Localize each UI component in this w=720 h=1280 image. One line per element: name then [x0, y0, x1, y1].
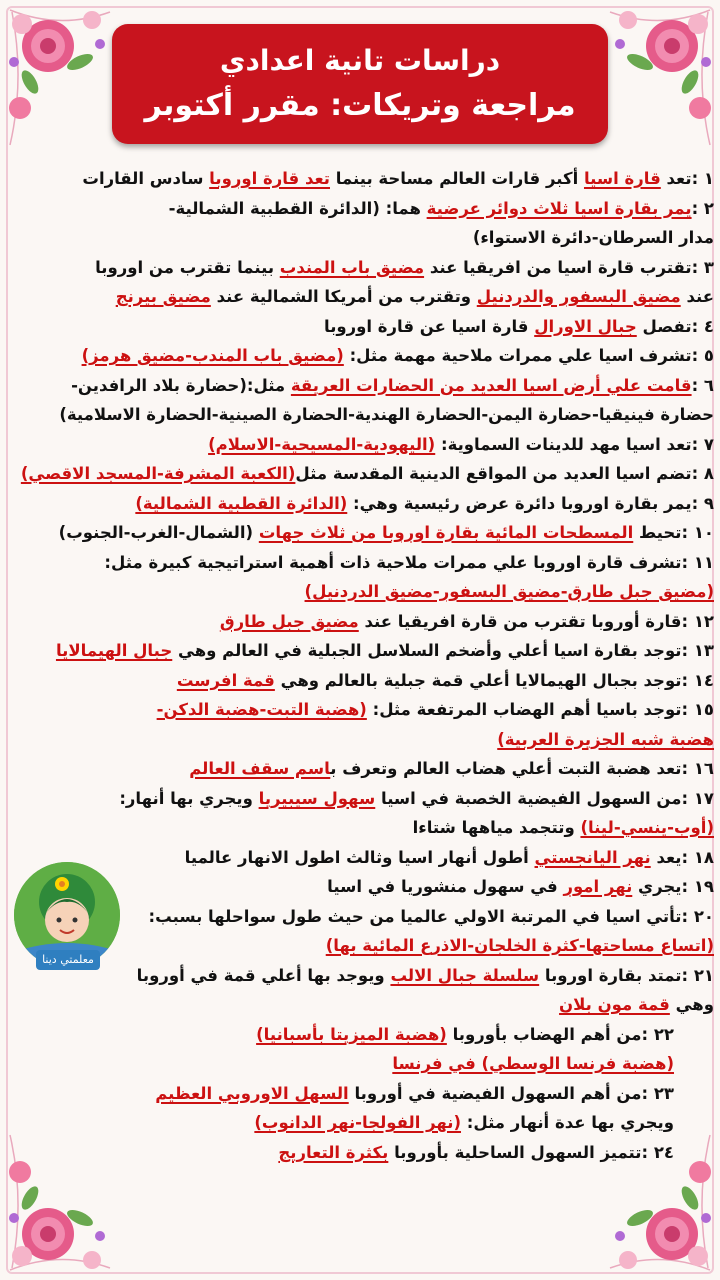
review-line: [6, 754, 714, 784]
highlighted-term: جبال الاورال: [534, 316, 637, 336]
page-subtitle: مراجعة وتريكات: مقرر أكتوبر: [144, 88, 576, 123]
review-line: [6, 164, 714, 194]
highlighted-term: مضيق بيرنج: [115, 287, 211, 306]
line-text: ١٩ :يجري: [632, 877, 714, 896]
review-line: [6, 430, 714, 460]
line-text: سادس القارات: [82, 169, 210, 188]
review-line: [6, 607, 714, 637]
line-text: أطول أنهار اسيا وثالث اطول الانهار عالميا: [184, 847, 535, 867]
line-text: ٢ :: [691, 198, 714, 218]
highlighted-term: يمر بقارة اسيا ثلاث دوائر عرضية: [426, 198, 692, 218]
highlighted-term: هضبة شبه الجزيرة العربية): [497, 729, 714, 749]
line-text: ١٣ :توجد بقارة اسيا أعلي وأضخم السلاسل الجبلية في العالم وهي: [172, 641, 714, 660]
highlighted-term: مضيق باب المندب: [279, 257, 425, 277]
highlighted-term: اسم سقف العالم: [189, 759, 331, 778]
line-text: ٢٢ :من أهم الهضاب بأوروبا: [446, 1024, 674, 1044]
page-title: دراسات تانية اعدادي: [219, 44, 501, 77]
review-line: [6, 1079, 714, 1109]
flower-decoration-icon: [600, 0, 720, 150]
review-line: [6, 577, 714, 607]
line-text: (الشمال-الغرب-الجنوب): [58, 523, 259, 542]
review-line: [6, 548, 714, 578]
line-text: ١٧ :من السهول الفيضية الخصبة في اسيا: [375, 788, 714, 808]
line-text: ٢٤ :تتميز السهول الساحلية بأوروبا: [388, 1142, 674, 1162]
highlighted-term: جبال الهيمالايا: [55, 641, 173, 660]
review-line: [6, 636, 714, 666]
title-banner: [112, 24, 608, 144]
review-line: [6, 223, 714, 253]
review-line: [6, 282, 714, 312]
highlighted-term: (اليهودية-المسيحية-الاسلام): [208, 434, 436, 454]
highlighted-term: نهر امور: [563, 877, 633, 896]
line-text: ٩ :يمر بقارة اوروبا دائرة عرض رئيسية وهي:: [347, 493, 714, 513]
highlighted-term: (نهر الفولجا-نهر الدانوب): [254, 1113, 461, 1132]
line-text: عند: [680, 287, 714, 306]
line-text: وهي: [669, 995, 714, 1014]
line-text: ١٤ :توجد بجبال الهيمالايا أعلي قمة جبلية بالعالم وهي: [274, 670, 714, 690]
review-line: [6, 1108, 714, 1138]
highlighted-term: نهر اليانجستي: [534, 847, 651, 867]
review-line: [6, 725, 714, 755]
review-list: [6, 164, 714, 1274]
highlighted-term: قمة مون بلان: [559, 995, 670, 1014]
review-line: [6, 813, 714, 843]
highlighted-term: بكثرة التعاريج: [278, 1142, 389, 1162]
highlighted-term: المسطحات المائية بقارة اوروبا من ثلاث جهات: [258, 523, 634, 542]
review-line: [6, 253, 714, 283]
review-line: [6, 459, 714, 489]
review-line: [6, 518, 714, 548]
line-text: مثل:(حضارة بلاد الرافدين-: [71, 375, 291, 395]
line-text: ٢٠ :تأتي اسيا في المرتبة الاولي عالميا من حيث طول سواحلها بسبب:: [148, 906, 714, 926]
line-text: ٣ :تقترب قارة اسيا من افريقيا عند: [424, 257, 714, 277]
review-line: [6, 666, 714, 696]
line-text: ٥ :تشرف اسيا علي ممرات ملاحية مهمة مثل:: [343, 346, 714, 365]
highlighted-term: (اتساع مساحتها-كثرة الخلجان-الاذرع المائية بها): [325, 936, 714, 955]
line-text: ١٢ :قارة أوروبا تقترب من قارة افريقيا عند: [358, 611, 714, 631]
highlighted-term: (مضيق جبل طارق-مضيق البسفور-مضيق الدردنيل): [304, 582, 714, 601]
highlighted-term: (هضبة الميزيتا بأسبانيا): [256, 1024, 447, 1044]
line-text: ٧ :تعد اسيا مهد للدينات السماوية:: [435, 434, 714, 454]
highlighted-term: (هضبة فرنسا الوسطي) في فرنسا: [392, 1054, 674, 1073]
line-text: ١٠ :تحيط: [633, 523, 714, 542]
line-text: ١٨ :يعد: [650, 847, 714, 867]
highlighted-term: مضيق البسفور والدردنيل: [476, 287, 681, 306]
line-text: قارة اسيا عن قارة اوروبا: [324, 316, 535, 336]
line-text: ٨ :تضم اسيا العديد من المواقع الدينية المقدسة مثل: [295, 464, 714, 483]
line-text: ٢١ :تمتد بقارة اوروبا: [539, 965, 714, 985]
flower-decoration-icon: [0, 0, 120, 150]
line-text: أكبر قارات العالم مساحة بينما: [330, 169, 584, 188]
review-line: [6, 784, 714, 814]
review-line: [6, 1138, 714, 1168]
line-text: ١ :تعد: [660, 169, 714, 188]
review-line: [6, 1020, 714, 1050]
highlighted-term: (هضبة التبت-هضبة الدكن-: [156, 700, 367, 719]
review-line: [6, 312, 714, 342]
highlighted-term: تعد قارة اوروبا: [209, 169, 330, 188]
review-line: [6, 194, 714, 224]
highlighted-term: سلسلة جبال الالب: [390, 965, 540, 985]
line-text: ٢٣ :من أهم السهول الفيضية في أوروبا: [348, 1083, 674, 1103]
review-line: [6, 489, 714, 519]
highlighted-term: قامت علي أرض اسيا العديد من الحضارات العريقة: [290, 375, 692, 395]
highlighted-term: مضيق جبل طارق: [219, 611, 359, 631]
highlighted-term: السهل الاوروبي العظيم: [155, 1083, 349, 1103]
review-line: [6, 1049, 714, 1079]
line-text: وتقترب من أمريكا الشمالية عند: [210, 287, 477, 306]
review-line: [6, 843, 714, 873]
highlighted-term: قارة اسيا: [583, 169, 661, 188]
highlighted-term: (مضيق باب المندب-مضيق هرمز): [81, 346, 344, 365]
review-line: [6, 961, 714, 991]
line-text: بينما تقترب من اوروبا: [95, 257, 280, 277]
highlighted-term: (أوب-ينسي-لينا): [580, 818, 714, 837]
line-text: ويجري بها أنهار:: [119, 788, 259, 808]
line-text: ويجري بها عدة أنهار مثل:: [461, 1113, 674, 1132]
teacher-badge-label: معلمتي دينا: [36, 950, 100, 970]
review-line: [6, 341, 714, 371]
line-text: في سهول منشوريا في اسيا: [327, 877, 564, 896]
line-text: ١٥ :توجد باسيا أهم الهضاب المرتفعة مثل:: [366, 700, 714, 719]
line-text: وتتجمد مياهها شتاءا: [412, 818, 581, 837]
line-text: ١١ :تشرف قارة اوروبا علي ممرات ملاحية ذات أهمية استراتيجية كبيرة مثل:: [104, 552, 714, 572]
highlighted-term: (الكعبة المشرفة-المسجد الاقصي): [20, 464, 296, 483]
line-text: ٦ :: [691, 375, 714, 395]
line-text: هما: (الدائرة القطبية الشمالية-: [168, 198, 427, 218]
line-text: حضارة فينيقيا-حضارة اليمن-الحضارة الهندية-الحضارة الصينية-الحضارة الاسلامية): [59, 405, 714, 424]
review-line: [6, 695, 714, 725]
highlighted-term: (الدائرة القطبية الشمالية): [135, 493, 348, 513]
review-line: [6, 990, 714, 1020]
review-line: [6, 400, 714, 430]
line-text: مدار السرطان-دائرة الاستواء): [472, 228, 714, 247]
line-text: ١٦ :تعد هضبة التبت أعلي هضاب العالم وتعرف ب: [330, 759, 714, 778]
highlighted-term: سهول سيبيريا: [258, 788, 376, 808]
review-line: [6, 371, 714, 401]
line-text: ٤ :تفصل: [636, 316, 714, 336]
line-text: ويوجد بها أعلي قمة في أوروبا: [136, 965, 391, 985]
highlighted-term: قمة افرست: [176, 670, 275, 690]
